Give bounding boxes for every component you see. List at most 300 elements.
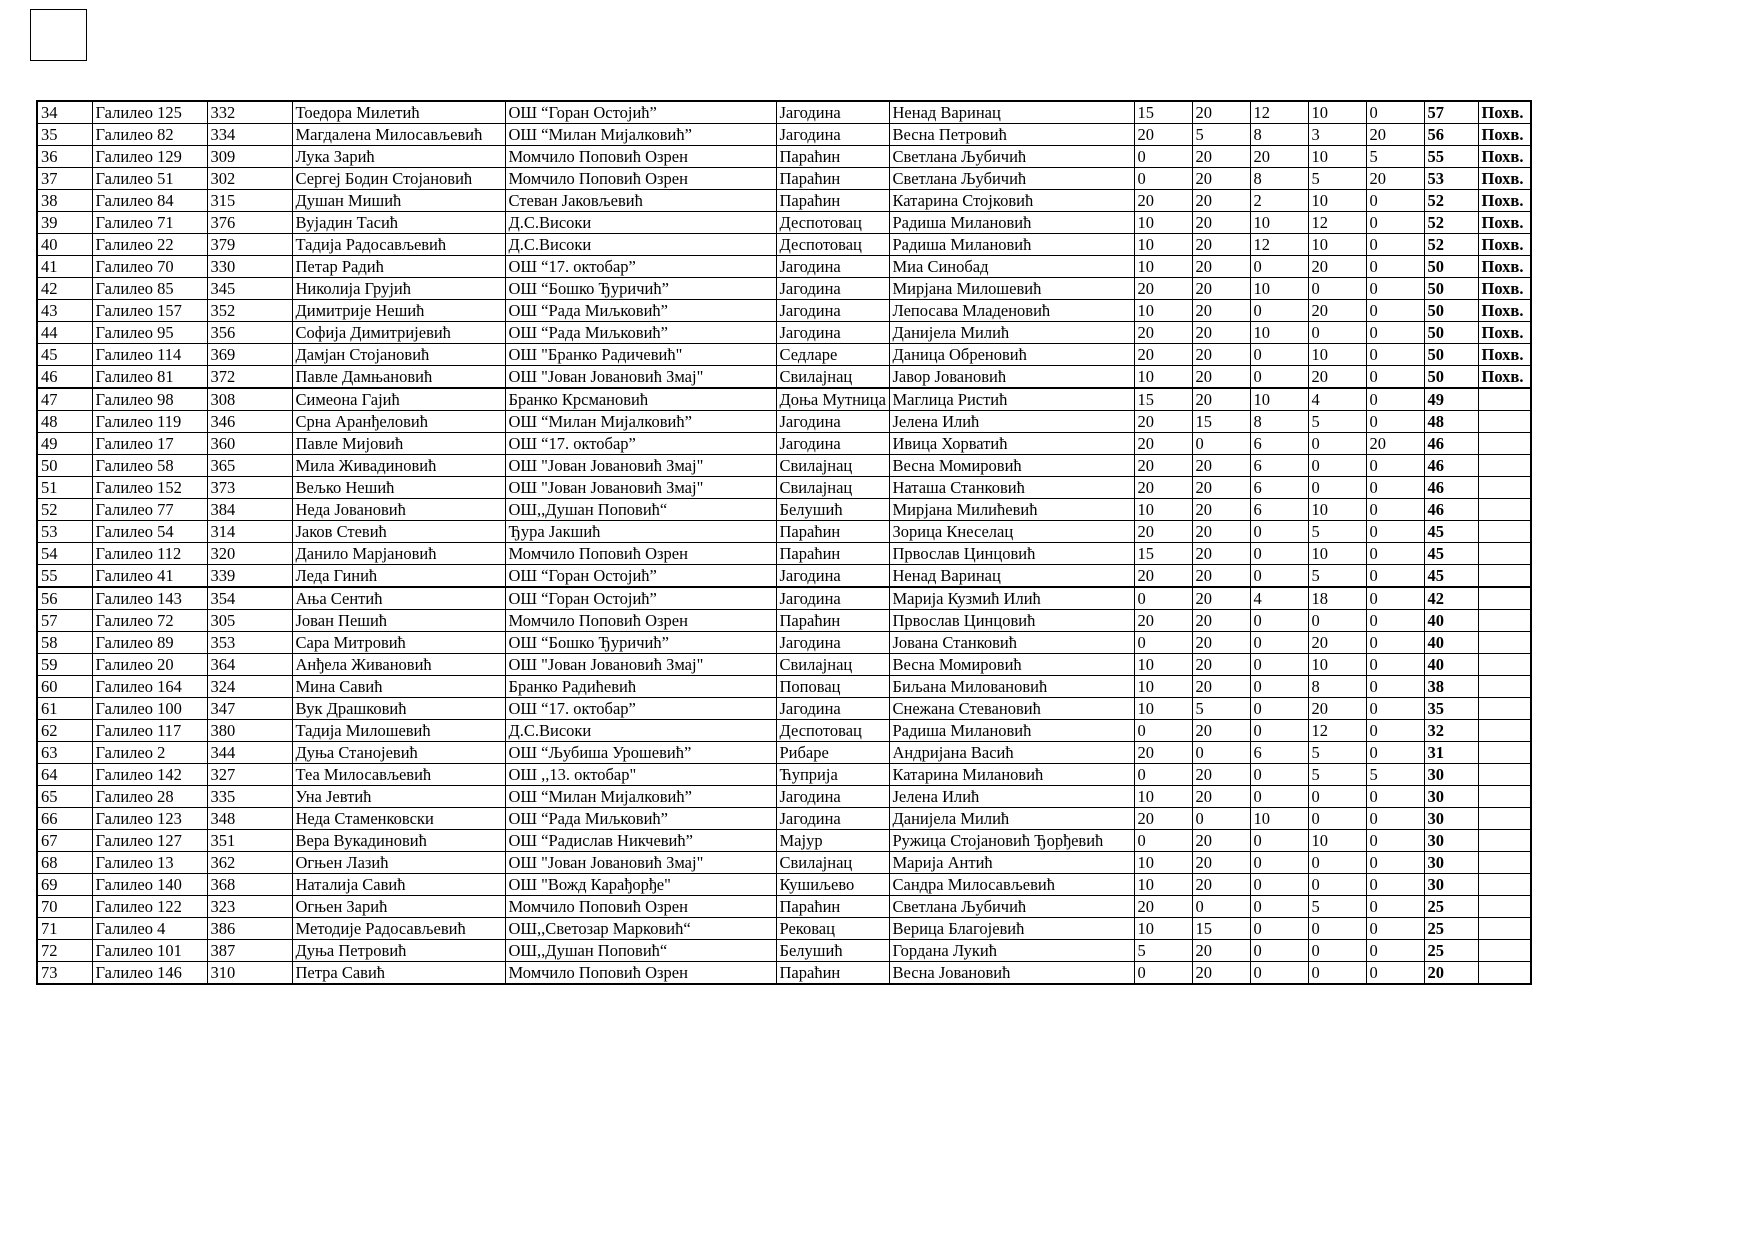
cell-rank: 39 (37, 212, 92, 234)
cell-code: Галилео 125 (92, 101, 207, 124)
cell-code: Галилео 119 (92, 411, 207, 433)
cell-award (1478, 610, 1531, 632)
cell-code: Галилео 114 (92, 344, 207, 366)
cell-code: Галилео 54 (92, 521, 207, 543)
cell-total: 40 (1424, 610, 1478, 632)
cell-s2: 20 (1192, 962, 1250, 985)
cell-s1: 20 (1134, 322, 1192, 344)
cell-total: 35 (1424, 698, 1478, 720)
cell-name: Данило Марјановић (292, 543, 505, 565)
cell-school: ОШ "Јован Јовановић Змај" (505, 455, 776, 477)
cell-s4: 20 (1308, 256, 1366, 278)
cell-s4: 5 (1308, 742, 1366, 764)
cell-rank: 60 (37, 676, 92, 698)
cell-teacher: Андријана Васић (889, 742, 1134, 764)
cell-id: 332 (207, 101, 292, 124)
cell-award (1478, 786, 1531, 808)
cell-code: Галилео 122 (92, 896, 207, 918)
cell-teacher: Весна Момировић (889, 654, 1134, 676)
cell-city: Јагодина (776, 565, 889, 588)
cell-teacher: Ненад Варинац (889, 565, 1134, 588)
cell-city: Јагодина (776, 256, 889, 278)
cell-id: 376 (207, 212, 292, 234)
cell-s2: 20 (1192, 212, 1250, 234)
cell-city: Свилајнац (776, 654, 889, 676)
cell-rank: 47 (37, 388, 92, 411)
cell-school: Момчило Поповић Озрен (505, 168, 776, 190)
table-row (37, 764, 1531, 786)
cell-teacher: Весна Јовановић (889, 962, 1134, 985)
cell-award: Похв. (1478, 278, 1531, 300)
cell-school: ОШ “Рада Миљковић” (505, 300, 776, 322)
cell-city: Јагодина (776, 300, 889, 322)
cell-rank: 69 (37, 874, 92, 896)
cell-rank: 36 (37, 146, 92, 168)
cell-school: ОШ "Јован Јовановић Змај" (505, 366, 776, 389)
cell-s1: 20 (1134, 477, 1192, 499)
cell-s1: 20 (1134, 124, 1192, 146)
cell-s1: 10 (1134, 918, 1192, 940)
cell-s2: 20 (1192, 786, 1250, 808)
cell-city: Поповац (776, 676, 889, 698)
cell-award (1478, 720, 1531, 742)
cell-s5: 0 (1366, 455, 1424, 477)
cell-award (1478, 764, 1531, 786)
cell-s5: 0 (1366, 742, 1424, 764)
cell-total: 32 (1424, 720, 1478, 742)
table-row (37, 874, 1531, 896)
cell-s5: 0 (1366, 852, 1424, 874)
cell-award: Похв. (1478, 190, 1531, 212)
cell-rank: 59 (37, 654, 92, 676)
table-row (37, 499, 1531, 521)
cell-award (1478, 521, 1531, 543)
table-row (37, 940, 1531, 962)
cell-s4: 3 (1308, 124, 1366, 146)
cell-code: Галилео 123 (92, 808, 207, 830)
cell-award (1478, 808, 1531, 830)
cell-teacher: Мирјана Милићевић (889, 499, 1134, 521)
cell-s4: 10 (1308, 234, 1366, 256)
cell-s1: 10 (1134, 786, 1192, 808)
cell-s2: 20 (1192, 146, 1250, 168)
cell-school: ОШ “17. октобар” (505, 433, 776, 455)
cell-s4: 12 (1308, 720, 1366, 742)
cell-s2: 15 (1192, 411, 1250, 433)
cell-id: 330 (207, 256, 292, 278)
cell-s4: 10 (1308, 543, 1366, 565)
cell-s3: 0 (1250, 874, 1308, 896)
cell-s4: 20 (1308, 632, 1366, 654)
cell-s1: 0 (1134, 146, 1192, 168)
cell-s2: 0 (1192, 896, 1250, 918)
cell-teacher: Катарина Стојковић (889, 190, 1134, 212)
cell-s2: 20 (1192, 366, 1250, 389)
cell-teacher: Лепосава Младеновић (889, 300, 1134, 322)
cell-s5: 20 (1366, 168, 1424, 190)
cell-name: Тадија Милошевић (292, 720, 505, 742)
cell-rank: 44 (37, 322, 92, 344)
cell-s5: 20 (1366, 433, 1424, 455)
cell-award (1478, 477, 1531, 499)
cell-total: 40 (1424, 632, 1478, 654)
cell-s2: 0 (1192, 433, 1250, 455)
table-row (37, 433, 1531, 455)
cell-teacher: Ивица Хорватић (889, 433, 1134, 455)
cell-s5: 0 (1366, 256, 1424, 278)
cell-total: 30 (1424, 808, 1478, 830)
cell-code: Галилео 101 (92, 940, 207, 962)
cell-teacher: Даница Обреновић (889, 344, 1134, 366)
cell-total: 30 (1424, 852, 1478, 874)
cell-s5: 0 (1366, 278, 1424, 300)
cell-s3: 0 (1250, 896, 1308, 918)
cell-name: Софија Димитријевић (292, 322, 505, 344)
cell-award (1478, 896, 1531, 918)
cell-city: Доња Мутница (776, 388, 889, 411)
cell-s1: 0 (1134, 168, 1192, 190)
cell-s5: 0 (1366, 234, 1424, 256)
cell-city: Параћин (776, 962, 889, 985)
table-row (37, 190, 1531, 212)
cell-s4: 0 (1308, 610, 1366, 632)
cell-name: Вера Вукадиновић (292, 830, 505, 852)
cell-rank: 40 (37, 234, 92, 256)
cell-total: 50 (1424, 366, 1478, 389)
cell-award (1478, 852, 1531, 874)
cell-s3: 0 (1250, 698, 1308, 720)
cell-total: 20 (1424, 962, 1478, 985)
cell-s1: 10 (1134, 852, 1192, 874)
cell-id: 347 (207, 698, 292, 720)
cell-school: Д.С.Високи (505, 234, 776, 256)
cell-s1: 0 (1134, 764, 1192, 786)
cell-id: 362 (207, 852, 292, 874)
cell-award (1478, 654, 1531, 676)
cell-s1: 20 (1134, 808, 1192, 830)
cell-s5: 0 (1366, 366, 1424, 389)
cell-s5: 0 (1366, 322, 1424, 344)
cell-teacher: Јавор Јовановић (889, 366, 1134, 389)
cell-name: Наталија Савић (292, 874, 505, 896)
cell-s3: 0 (1250, 543, 1308, 565)
cell-s3: 0 (1250, 610, 1308, 632)
cell-rank: 58 (37, 632, 92, 654)
cell-total: 50 (1424, 300, 1478, 322)
cell-s3: 20 (1250, 146, 1308, 168)
cell-s3: 8 (1250, 124, 1308, 146)
cell-id: 380 (207, 720, 292, 742)
cell-s2: 5 (1192, 124, 1250, 146)
cell-s5: 0 (1366, 565, 1424, 588)
cell-s1: 0 (1134, 632, 1192, 654)
cell-school: ОШ “Милан Мијалковић” (505, 786, 776, 808)
cell-rank: 63 (37, 742, 92, 764)
cell-s3: 0 (1250, 565, 1308, 588)
cell-id: 323 (207, 896, 292, 918)
cell-name: Вук Драшковић (292, 698, 505, 720)
cell-code: Галилео 157 (92, 300, 207, 322)
cell-award (1478, 676, 1531, 698)
cell-s2: 15 (1192, 918, 1250, 940)
table-row (37, 786, 1531, 808)
cell-school: ОШ “Бошко Ђуричић” (505, 278, 776, 300)
cell-name: Јаков Стевић (292, 521, 505, 543)
cell-id: 339 (207, 565, 292, 588)
cell-code: Галилео 98 (92, 388, 207, 411)
cell-id: 379 (207, 234, 292, 256)
table-row (37, 720, 1531, 742)
cell-total: 52 (1424, 234, 1478, 256)
cell-school: ОШ ,,13. октобар" (505, 764, 776, 786)
cell-code: Галилео 28 (92, 786, 207, 808)
table-row (37, 278, 1531, 300)
cell-code: Галилео 85 (92, 278, 207, 300)
cell-s2: 20 (1192, 499, 1250, 521)
cell-teacher: Данијела Милић (889, 322, 1134, 344)
cell-code: Галилео 84 (92, 190, 207, 212)
cell-school: Д.С.Високи (505, 212, 776, 234)
cell-s1: 5 (1134, 940, 1192, 962)
cell-code: Галилео 13 (92, 852, 207, 874)
cell-code: Галилео 164 (92, 676, 207, 698)
cell-s1: 10 (1134, 499, 1192, 521)
cell-id: 324 (207, 676, 292, 698)
cell-name: Срна Аранђеловић (292, 411, 505, 433)
cell-rank: 68 (37, 852, 92, 874)
cell-s5: 0 (1366, 632, 1424, 654)
cell-city: Параћин (776, 543, 889, 565)
cell-code: Галилео 117 (92, 720, 207, 742)
cell-s2: 20 (1192, 565, 1250, 588)
cell-name: Тоедора Милетић (292, 101, 505, 124)
cell-s3: 0 (1250, 720, 1308, 742)
cell-total: 50 (1424, 322, 1478, 344)
table-row (37, 808, 1531, 830)
cell-school: Ђура Јакшић (505, 521, 776, 543)
cell-rank: 61 (37, 698, 92, 720)
cell-s4: 0 (1308, 322, 1366, 344)
cell-s4: 10 (1308, 146, 1366, 168)
cell-school: ОШ "Вожд Карађорђе" (505, 874, 776, 896)
cell-teacher: Сандра Милосављевић (889, 874, 1134, 896)
cell-city: Свилајнац (776, 455, 889, 477)
results-tbody (37, 101, 1531, 984)
results-table (36, 100, 1532, 985)
cell-total: 50 (1424, 278, 1478, 300)
table-row (37, 654, 1531, 676)
cell-s4: 10 (1308, 830, 1366, 852)
cell-s4: 5 (1308, 896, 1366, 918)
cell-school: Бранко Крсмановић (505, 388, 776, 411)
cell-s1: 20 (1134, 610, 1192, 632)
cell-s5: 0 (1366, 388, 1424, 411)
cell-s2: 20 (1192, 874, 1250, 896)
table-row (37, 322, 1531, 344)
cell-s5: 0 (1366, 543, 1424, 565)
cell-id: 335 (207, 786, 292, 808)
cell-s2: 20 (1192, 477, 1250, 499)
cell-rank: 42 (37, 278, 92, 300)
table-row (37, 698, 1531, 720)
cell-s4: 0 (1308, 455, 1366, 477)
cell-award: Похв. (1478, 212, 1531, 234)
cell-s3: 4 (1250, 587, 1308, 610)
cell-teacher: Миа Синобад (889, 256, 1134, 278)
cell-s3: 6 (1250, 499, 1308, 521)
cell-s3: 0 (1250, 830, 1308, 852)
cell-school: Бранко Радићевић (505, 676, 776, 698)
cell-teacher: Првослав Цинцовић (889, 610, 1134, 632)
cell-s3: 0 (1250, 764, 1308, 786)
cell-id: 351 (207, 830, 292, 852)
table-row (37, 962, 1531, 985)
cell-code: Галилео 112 (92, 543, 207, 565)
cell-city: Јагодина (776, 587, 889, 610)
cell-s4: 0 (1308, 852, 1366, 874)
cell-s4: 5 (1308, 764, 1366, 786)
cell-name: Дамјан Стојановић (292, 344, 505, 366)
cell-name: Петра Савић (292, 962, 505, 985)
cell-city: Параћин (776, 610, 889, 632)
cell-s4: 0 (1308, 940, 1366, 962)
cell-s4: 20 (1308, 698, 1366, 720)
cell-s3: 0 (1250, 962, 1308, 985)
cell-s4: 10 (1308, 344, 1366, 366)
cell-s3: 0 (1250, 654, 1308, 676)
cell-award: Похв. (1478, 300, 1531, 322)
cell-s3: 12 (1250, 234, 1308, 256)
cell-city: Свилајнац (776, 366, 889, 389)
cell-s2: 20 (1192, 322, 1250, 344)
cell-total: 52 (1424, 190, 1478, 212)
cell-s1: 10 (1134, 654, 1192, 676)
cell-award: Похв. (1478, 366, 1531, 389)
cell-code: Галилео 77 (92, 499, 207, 521)
cell-name: Николија Грујић (292, 278, 505, 300)
cell-school: ОШ “Љубиша Урошевић” (505, 742, 776, 764)
cell-teacher: Радиша Милановић (889, 234, 1134, 256)
cell-s1: 20 (1134, 521, 1192, 543)
cell-s4: 0 (1308, 433, 1366, 455)
cell-s2: 20 (1192, 654, 1250, 676)
cell-rank: 55 (37, 565, 92, 588)
cell-total: 25 (1424, 918, 1478, 940)
cell-award (1478, 830, 1531, 852)
cell-s2: 20 (1192, 278, 1250, 300)
cell-s1: 15 (1134, 101, 1192, 124)
cell-teacher: Наташа Станковић (889, 477, 1134, 499)
cell-name: Уна Јевтић (292, 786, 505, 808)
table-row (37, 852, 1531, 874)
cell-s5: 0 (1366, 698, 1424, 720)
cell-total: 50 (1424, 256, 1478, 278)
cell-rank: 56 (37, 587, 92, 610)
cell-s2: 20 (1192, 852, 1250, 874)
cell-code: Галилео 20 (92, 654, 207, 676)
cell-city: Јагодина (776, 433, 889, 455)
cell-s5: 5 (1366, 764, 1424, 786)
cell-school: Момчило Поповић Озрен (505, 610, 776, 632)
cell-rank: 49 (37, 433, 92, 455)
cell-name: Дуња Петровић (292, 940, 505, 962)
table-row (37, 344, 1531, 366)
cell-name: Огњен Лазић (292, 852, 505, 874)
cell-code: Галилео 51 (92, 168, 207, 190)
cell-name: Лука Зарић (292, 146, 505, 168)
cell-s1: 10 (1134, 366, 1192, 389)
cell-name: Јован Пешић (292, 610, 505, 632)
table-row (37, 388, 1531, 411)
cell-s4: 0 (1308, 808, 1366, 830)
cell-school: ОШ "Јован Јовановић Змај" (505, 477, 776, 499)
cell-teacher: Јелена Илић (889, 786, 1134, 808)
cell-teacher: Јелена Илић (889, 411, 1134, 433)
cell-s5: 0 (1366, 344, 1424, 366)
cell-award (1478, 388, 1531, 411)
cell-s1: 20 (1134, 433, 1192, 455)
cell-s5: 0 (1366, 918, 1424, 940)
table-row (37, 477, 1531, 499)
cell-school: ОШ “17. октобар” (505, 256, 776, 278)
cell-code: Галилео 89 (92, 632, 207, 654)
cell-s2: 20 (1192, 543, 1250, 565)
cell-s1: 20 (1134, 411, 1192, 433)
cell-code: Галилео 22 (92, 234, 207, 256)
cell-s2: 20 (1192, 632, 1250, 654)
cell-school: ОШ “Радислав Никчевић” (505, 830, 776, 852)
cell-s5: 0 (1366, 896, 1424, 918)
cell-s3: 10 (1250, 278, 1308, 300)
cell-city: Кушиљево (776, 874, 889, 896)
cell-award: Похв. (1478, 344, 1531, 366)
cell-s1: 10 (1134, 212, 1192, 234)
cell-code: Галилео 81 (92, 366, 207, 389)
cell-s5: 0 (1366, 786, 1424, 808)
cell-teacher: Светлана Љубичић (889, 146, 1134, 168)
cell-total: 52 (1424, 212, 1478, 234)
cell-s2: 20 (1192, 521, 1250, 543)
cell-code: Галилео 146 (92, 962, 207, 985)
cell-id: 302 (207, 168, 292, 190)
cell-city: Рибаре (776, 742, 889, 764)
cell-id: 309 (207, 146, 292, 168)
cell-id: 327 (207, 764, 292, 786)
cell-s4: 8 (1308, 676, 1366, 698)
cell-total: 40 (1424, 654, 1478, 676)
cell-s3: 10 (1250, 808, 1308, 830)
cell-school: Момчило Поповић Озрен (505, 146, 776, 168)
cell-s3: 0 (1250, 786, 1308, 808)
cell-s4: 0 (1308, 477, 1366, 499)
cell-city: Јагодина (776, 698, 889, 720)
cell-city: Деспотовац (776, 234, 889, 256)
cell-total: 30 (1424, 874, 1478, 896)
cell-teacher: Радиша Милановић (889, 212, 1134, 234)
cell-name: Анђела Живановић (292, 654, 505, 676)
cell-s2: 20 (1192, 676, 1250, 698)
cell-city: Деспотовац (776, 212, 889, 234)
cell-school: ОШ “Милан Мијалковић” (505, 124, 776, 146)
cell-teacher: Весна Момировић (889, 455, 1134, 477)
cell-teacher: Катарина Милановић (889, 764, 1134, 786)
cell-code: Галилео 72 (92, 610, 207, 632)
cell-award: Похв. (1478, 322, 1531, 344)
cell-name: Димитрије Нешић (292, 300, 505, 322)
cell-id: 386 (207, 918, 292, 940)
table-row (37, 918, 1531, 940)
cell-total: 42 (1424, 587, 1478, 610)
